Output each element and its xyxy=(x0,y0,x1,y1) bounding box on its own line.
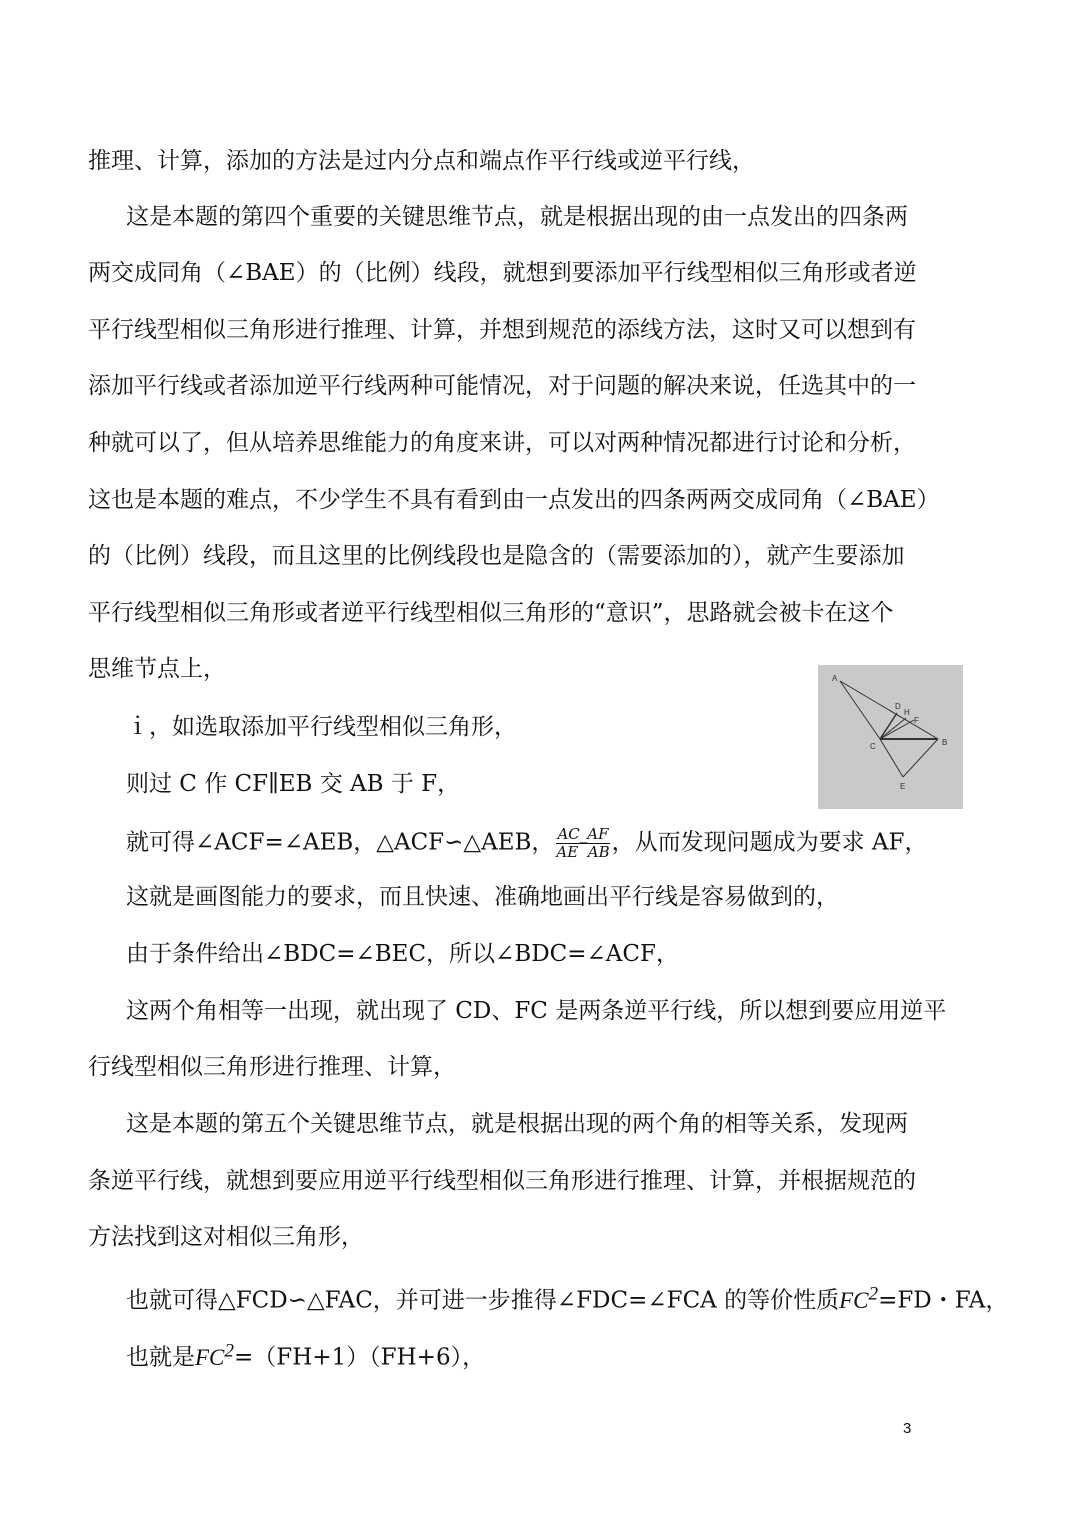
text-line xyxy=(126,1279,1008,1316)
triangle-diagram xyxy=(818,665,963,809)
label-d: D xyxy=(895,702,901,711)
text-line xyxy=(126,1336,485,1373)
label-h: H xyxy=(904,708,910,717)
label-f: F xyxy=(914,716,919,725)
text-line: 这就是画图能力的要求，而且快速、准确地画出平行线是容易做到的， xyxy=(126,884,839,910)
page-number: 3 xyxy=(903,1420,912,1437)
text: ，从而发现问题成为要求 AF， xyxy=(611,829,928,856)
text-line: 的（比例）线段，而且这里的比例线段也是隐含的（需要添加的），就产生要添加 xyxy=(88,543,905,569)
label-e: E xyxy=(900,782,906,791)
text: 也就是 xyxy=(126,1344,195,1371)
text: 就可得∠ACF=∠AEB，△ACF∽△AEB， xyxy=(126,829,555,856)
text-line: 由于条件给出∠BDC=∠BEC，所以∠BDC=∠ACF， xyxy=(126,941,679,967)
label-b: B xyxy=(942,738,948,747)
text-line: 这两个角相等一出现，就出现了 CD、FC 是两条逆平行线，所以想到要应用逆平 xyxy=(126,998,947,1024)
text-line: 思维节点上， xyxy=(88,656,226,682)
text-line: 行线型相似三角形进行推理、计算， xyxy=(88,1054,456,1080)
text-line: 条逆平行线，就想到要应用逆平行线型相似三角形进行推理、计算，并根据规范的 xyxy=(88,1168,916,1194)
text-line: 这也是本题的难点，不少学生不具有看到由一点发出的四条两两交成同角（∠BAE） xyxy=(88,487,940,513)
fraction-ac-ae: $\frac{AC\_AF}{\text{AE AB}}$ xyxy=(556,825,610,861)
text: =（FH+1）（FH+6）， xyxy=(233,1344,486,1371)
math-fc: $FC^2$ xyxy=(195,1340,234,1370)
text-line: 平行线型相似三角形或者逆平行线型相似三角形的“意识”，思路就会被卡在这个 xyxy=(88,600,894,626)
text-line: 方法找到这对相似三角形， xyxy=(88,1224,364,1250)
text-line: 种就可以了，但从培养思维能力的角度来讲，可以对两种情况都进行讨论和分析， xyxy=(88,430,916,456)
geometry-figure xyxy=(818,665,963,809)
text-line: 平行线型相似三角形进行推理、计算，并想到规范的添线方法，这时又可以想到有 xyxy=(88,317,916,343)
text-line: 则过 C 作 CF∥EB 交 AB 于 F， xyxy=(126,771,461,797)
text-line: ｉ，如选取添加平行线型相似三角形， xyxy=(126,714,517,740)
text-line: 推理、计算，添加的方法是过内分点和端点作平行线或逆平行线， xyxy=(88,148,755,174)
text-line-with-fraction xyxy=(126,826,928,861)
text: 也就可得△FCD∽△FAC，并可进一步推得∠FDC=∠FCA 的等价性质 xyxy=(126,1287,840,1314)
text-line: 这是本题的第五个关键思维节点，就是根据出现的两个角的相等关系，发现两 xyxy=(126,1111,908,1137)
text-line: 这是本题的第四个重要的关键思维节点，就是根据出现的由一点发出的四条两 xyxy=(126,204,908,230)
text-line: 添加平行线或者添加逆平行线两种可能情况，对于问题的解决来说，任选其中的一 xyxy=(88,373,916,399)
label-c: C xyxy=(870,742,876,751)
text-line: 两交成同角（∠BAE）的（比例）线段，就想到要添加平行线型相似三角形或者逆 xyxy=(88,260,917,286)
text: =FD・FA， xyxy=(878,1287,1009,1314)
label-a: A xyxy=(832,674,838,683)
math-fc: $FC^2$ xyxy=(839,1283,879,1313)
